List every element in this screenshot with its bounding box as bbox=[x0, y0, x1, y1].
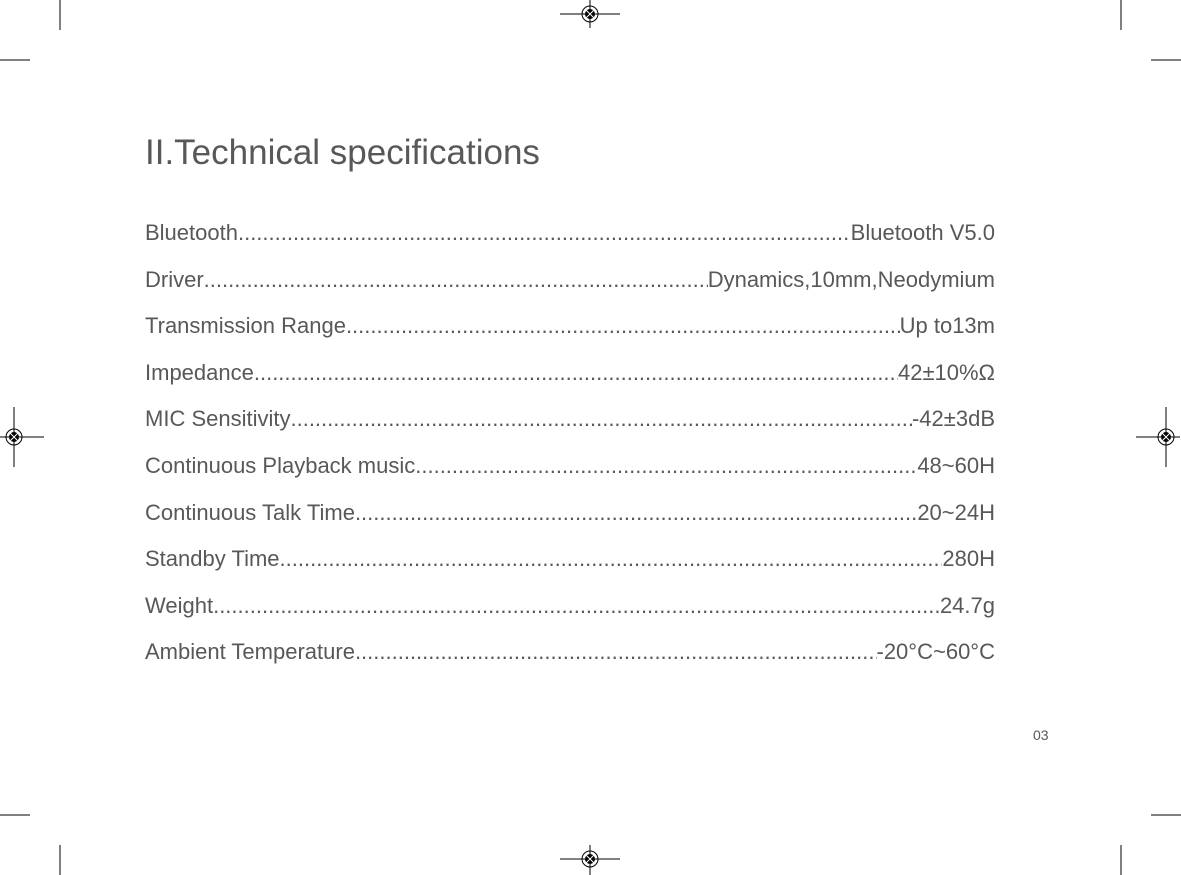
spec-value: Up to13m bbox=[899, 313, 995, 339]
spec-label: Weight bbox=[145, 592, 214, 618]
spec-row-playback-music bbox=[145, 453, 995, 500]
spec-label: Continuous Playback music bbox=[145, 452, 416, 478]
spec-label: MIC Sensitivity bbox=[145, 406, 291, 432]
dot-leader bbox=[355, 639, 877, 665]
spec-value: 42±10%Ω bbox=[897, 359, 995, 385]
crop-mark-top-left bbox=[0, 0, 60, 60]
spec-row-transmission-range bbox=[145, 313, 995, 360]
dot-leader bbox=[213, 593, 940, 619]
dot-leader bbox=[238, 220, 851, 246]
dot-leader bbox=[204, 267, 708, 293]
spec-label: Ambient Temperature bbox=[145, 639, 355, 665]
registration-target-icon bbox=[560, 845, 620, 875]
spec-label: Impedance bbox=[145, 359, 254, 385]
registration-target-icon bbox=[560, 0, 620, 28]
spec-row-impedance bbox=[145, 360, 995, 407]
crop-mark-bottom-right bbox=[1121, 815, 1181, 875]
spec-value: 48~60H bbox=[917, 452, 995, 478]
spec-label: Bluetooth bbox=[145, 220, 238, 245]
page-title: II.Technical specifications bbox=[145, 133, 540, 172]
spec-label: Continuous Talk Time bbox=[145, 499, 355, 525]
spec-value: Dynamics,10mm,Neodymium bbox=[707, 266, 995, 292]
spec-row-standby-time bbox=[145, 546, 995, 593]
crop-mark-top-right bbox=[1121, 0, 1181, 60]
spec-value: 24.7g bbox=[939, 592, 995, 618]
spec-label: Driver bbox=[145, 266, 204, 292]
dot-leader bbox=[290, 406, 912, 432]
spec-list bbox=[145, 220, 995, 686]
spec-value: 280H bbox=[942, 546, 995, 572]
spec-row-ambient-temperature bbox=[145, 639, 995, 686]
registration-target-icon bbox=[0, 407, 44, 467]
registration-target-icon bbox=[1136, 407, 1180, 467]
spec-value: -42±3dB bbox=[911, 406, 995, 432]
spec-row-weight bbox=[145, 593, 995, 640]
spec-row-talk-time bbox=[145, 500, 995, 547]
spec-row-driver bbox=[145, 267, 995, 314]
dot-leader bbox=[254, 360, 898, 386]
dot-leader bbox=[415, 453, 917, 479]
spec-label: Standby Time bbox=[145, 546, 280, 572]
spec-label: Transmission Range bbox=[145, 313, 346, 339]
spec-row-mic-sensitivity bbox=[145, 406, 995, 453]
dot-leader bbox=[280, 546, 943, 572]
spec-value: 20~24H bbox=[917, 499, 995, 525]
spec-value: Bluetooth V5.0 bbox=[850, 220, 995, 245]
dot-leader bbox=[346, 313, 900, 339]
spec-row-bluetooth bbox=[145, 220, 995, 267]
crop-mark-bottom-left bbox=[0, 815, 60, 875]
spec-value: -20°C~60°C bbox=[876, 639, 995, 665]
dot-leader bbox=[355, 500, 917, 526]
page-number: 03 bbox=[1033, 727, 1049, 743]
